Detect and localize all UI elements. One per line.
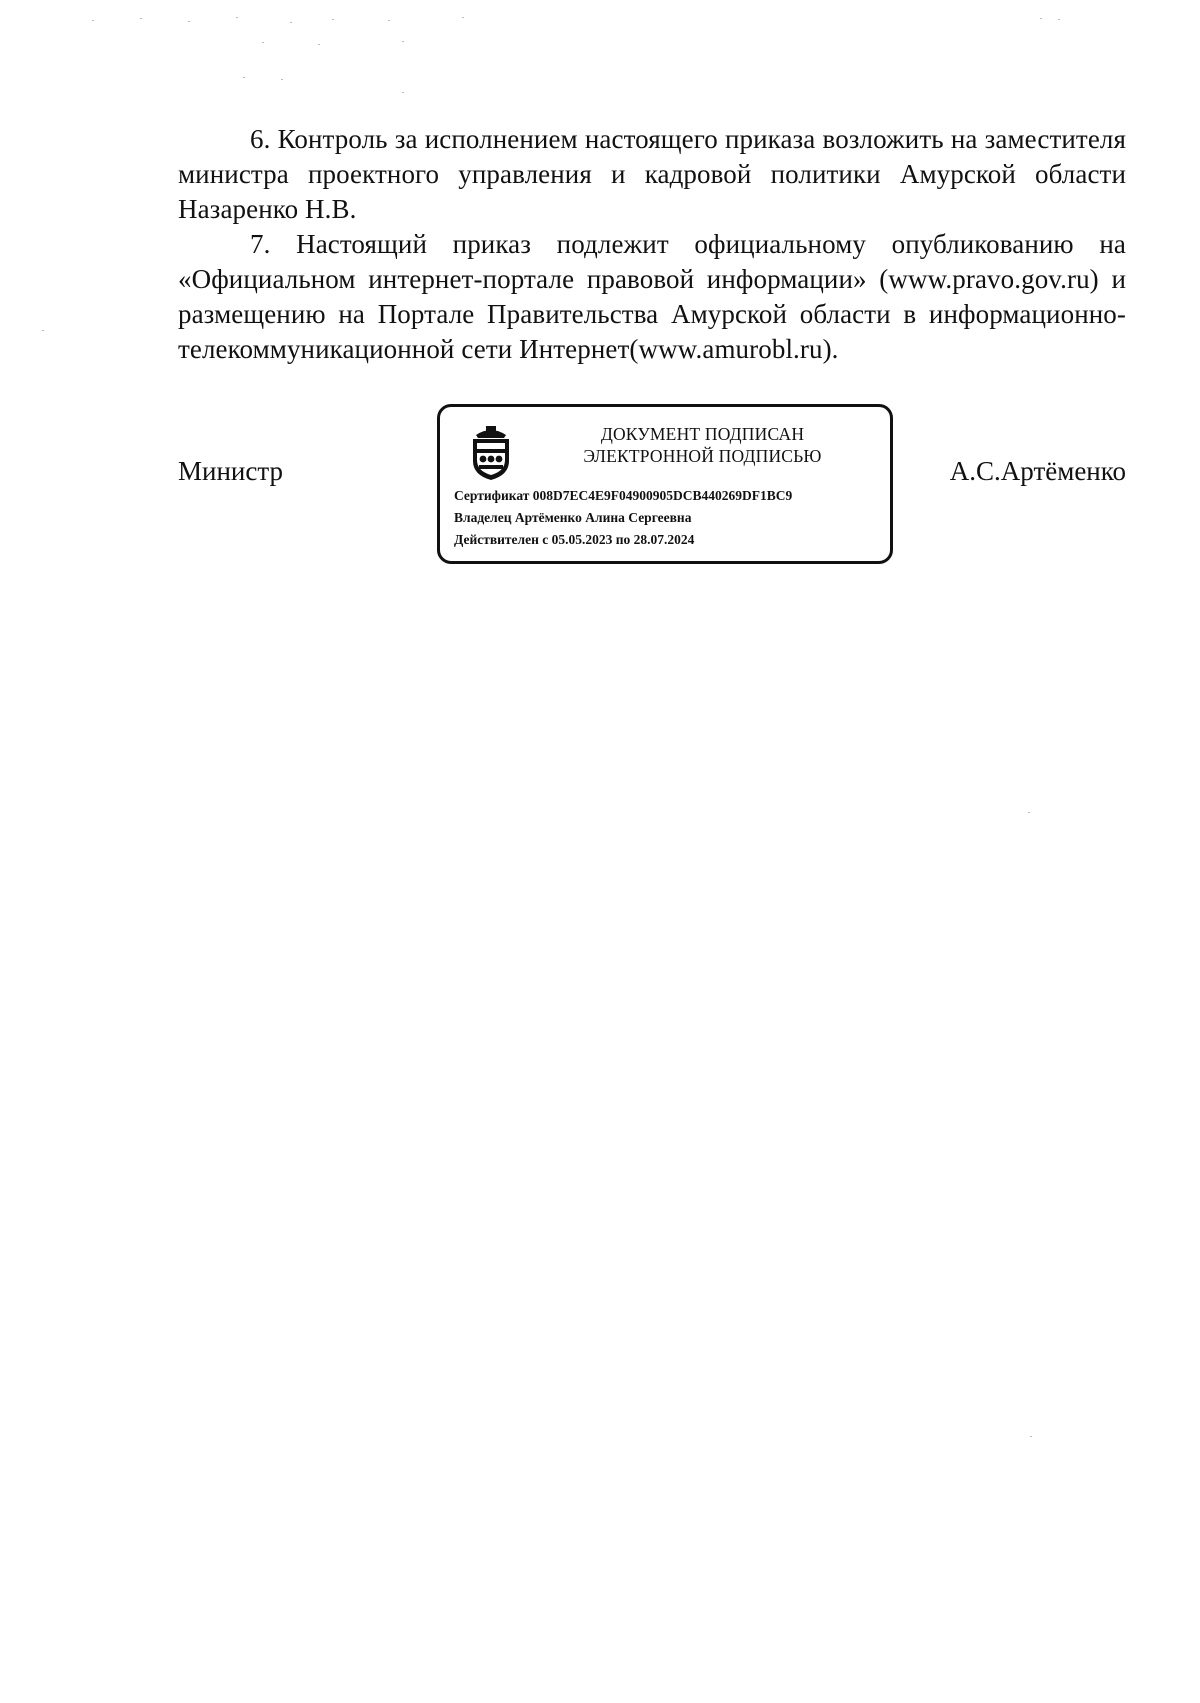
coat-of-arms-icon (466, 423, 516, 483)
valid-from-label: Действителен с (454, 532, 549, 547)
order-text (178, 122, 1126, 367)
paragraph-6: 6. Контроль за исполнением настоящего приказа возложить на заместителя министра проектного управления и кадровой политики Амурской области Назаренко Н.В. (178, 124, 1126, 224)
validity-line (454, 529, 880, 551)
valid-to-date: 28.07.2024 (633, 532, 695, 547)
valid-to-label: по (615, 532, 631, 547)
stamp-details (454, 485, 880, 551)
certificate-value: 008D7EC4E9F04900905DCB440269DF1BC9 (532, 488, 793, 503)
owner-label: Владелец (454, 510, 512, 525)
stamp-title-line-1: ДОКУМЕНТ ПОДПИСАН (600, 424, 805, 444)
signatory-role: Министр (178, 456, 283, 486)
owner-value: Артёменко Алина Сергеевна (514, 510, 692, 525)
valid-from-date: 05.05.2023 (551, 532, 613, 547)
stamp-title (535, 423, 870, 467)
stamp-title-line-2: ЭЛЕКТРОННОЙ ПОДПИСЬЮ (583, 446, 822, 466)
paragraph-7: 7. Настоящий приказ подлежит официальному опубликованию на «Официальном интернет-портале правовой информации» (www.pravo.gov.ru) и размещению на Портале Правительства Амурской области в информационно-телекоммуникационной сети Интернет(www.amurobl.ru). (178, 229, 1126, 364)
owner-line (454, 507, 880, 529)
electronic-signature-stamp (437, 404, 893, 564)
certificate-line (454, 485, 880, 507)
signatory-name: А.С.Артёменко (949, 456, 1126, 486)
certificate-label: Сертификат (454, 488, 530, 503)
